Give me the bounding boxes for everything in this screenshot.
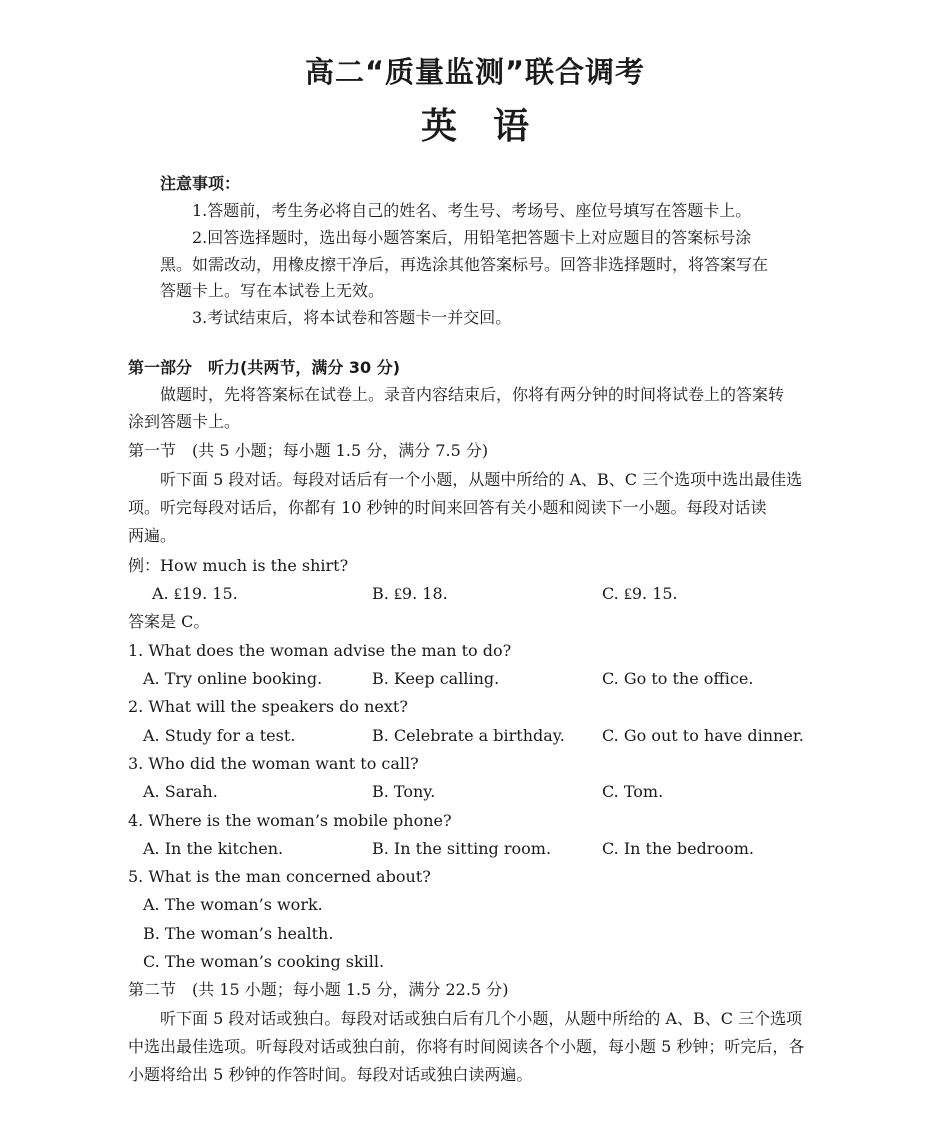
question-3-option-b: B. Tony. [372, 782, 436, 801]
section2-intro-cont: 中选出最佳选项。听每段对话或独白前，你将有时间阅读各个小题，每小题 5 秒钟；听完后，各 [128, 1037, 805, 1056]
question-2-option-b: B. Celebrate a birthday. [372, 726, 565, 745]
question-1-option-b: B. Keep calling. [372, 669, 500, 688]
question-5: 5. What is the man concerned about? [128, 867, 431, 886]
question-2-option-c: C. Go out to have dinner. [602, 726, 804, 745]
notice-item-2: 2.回答选择题时，选出每小题答案后，用铅笔把答题卡上对应题目的答案标号涂 [192, 228, 752, 247]
question-1: 1. What does the woman advise the man to do? [128, 641, 512, 660]
question-5-option-a: A. The woman’s work. [143, 895, 323, 914]
question-1-option-c: C. Go to the office. [602, 669, 754, 688]
section2-intro: 听下面 5 段对话或独白。每段对话或独白后有几个小题，从题中所给的 A、B、C 三个选项 [160, 1009, 803, 1028]
question-5-option-b: B. The woman’s health. [143, 924, 334, 943]
section1-intro-cont: 项。听完每段对话后，你都有 10 秒钟的时间来回答有关小题和阅读下一小题。每段对话读 [128, 498, 767, 517]
question-4-option-b: B. In the sitting room. [372, 839, 552, 858]
notice-heading: 注意事项： [160, 174, 241, 193]
example-option-b: B. ₤9. 18. [372, 584, 448, 603]
section2-intro-end: 小题将给出 5 秒钟的作答时间。每段对话或独白读两遍。 [128, 1065, 533, 1084]
question-2: 2. What will the speakers do next? [128, 697, 408, 716]
exam-title: 高二“质量监测”联合调考 [304, 55, 646, 89]
notice-item-3: 3.考试结束后，将本试卷和答题卡一并交回。 [192, 308, 512, 327]
part1-intro-cont: 涂到答题卡上。 [128, 412, 241, 431]
example-option-a: A. ₤19. 15. [152, 584, 238, 603]
question-3-option-a: A. Sarah. [143, 782, 218, 801]
part1-intro: 做题时，先将答案标在试卷上。录音内容结束后，你将有两分钟的时间将试卷上的答案转 [160, 385, 785, 404]
section1-heading: 第一节 (共 5 小题；每小题 1.5 分，满分 7.5 分) [128, 441, 489, 460]
notice-item-2-cont: 黑。如需改动，用橡皮擦干净后，再选涂其他答案标号。回答非选择题时，将答案写在 [160, 255, 769, 274]
question-3: 3. Who did the woman want to call? [128, 754, 419, 773]
question-3-option-c: C. Tom. [602, 782, 664, 801]
question-4: 4. Where is the woman’s mobile phone? [128, 811, 452, 830]
example-question: 例：How much is the shirt? [128, 556, 349, 575]
example-option-c: C. ₤9. 15. [602, 584, 678, 603]
question-1-option-a: A. Try online booking. [143, 669, 323, 688]
section2-heading: 第二节 (共 15 小题；每小题 1.5 分，满分 22.5 分) [128, 980, 509, 999]
question-4-option-c: C. In the bedroom. [602, 839, 754, 858]
subject-title: 英 语 [420, 106, 529, 147]
notice-item-1: 1.答题前，考生务必将自己的姓名、考生号、考场号、座位号填写在答题卡上。 [192, 201, 752, 220]
example-answer: 答案是 C。 [128, 612, 210, 631]
question-5-option-c: C. The woman’s cooking skill. [143, 952, 385, 971]
question-2-option-a: A. Study for a test. [143, 726, 296, 745]
section1-intro-end: 两遍。 [128, 526, 177, 545]
section1-intro: 听下面 5 段对话。每段对话后有一个小题，从题中所给的 A、B、C 三个选项中选出最佳选 [160, 470, 803, 489]
question-4-option-a: A. In the kitchen. [143, 839, 284, 858]
notice-item-2-end: 答题卡上。写在本试卷上无效。 [160, 281, 385, 300]
part1-heading: 第一部分 听力(共两节，满分 30 分) [128, 358, 401, 377]
